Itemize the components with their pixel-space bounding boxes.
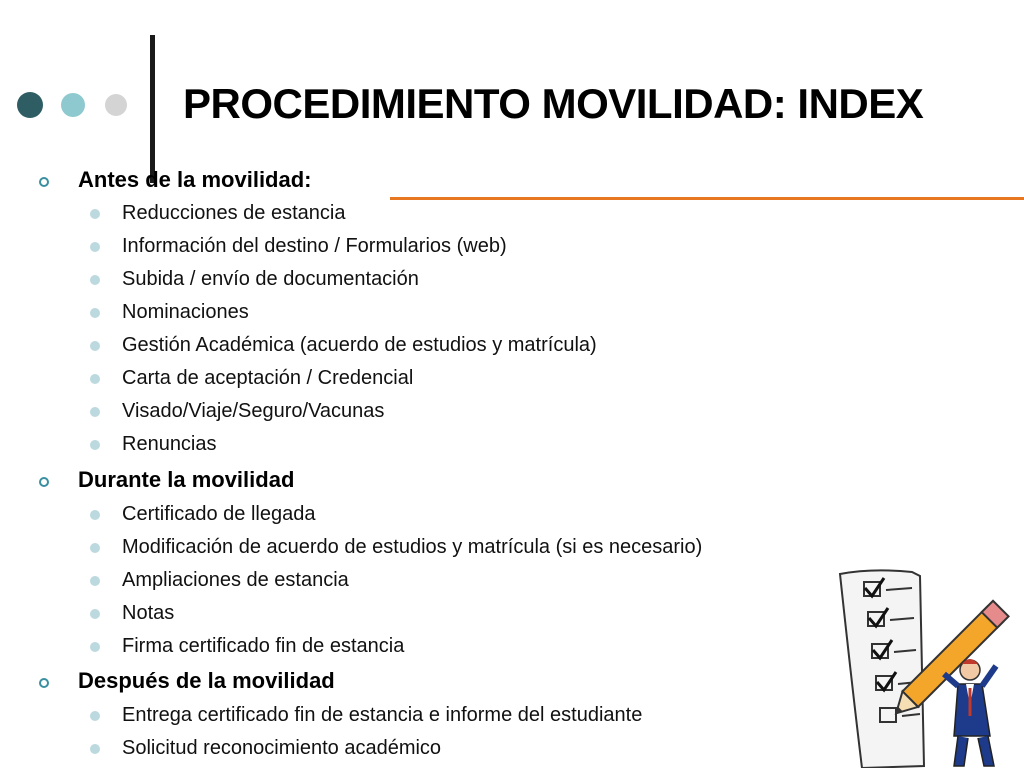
item-bullet (90, 209, 100, 219)
list-item: Nominaciones (122, 301, 249, 323)
item-bullet (90, 407, 100, 417)
section-bullet (39, 177, 49, 187)
list-item: Reducciones de estancia (122, 202, 346, 224)
list-item: Gestión Académica (acuerdo de estudios y matrícula) (122, 334, 597, 356)
section-bullet (39, 678, 49, 688)
item-bullet (90, 242, 100, 252)
section-bullet (39, 477, 49, 487)
item-bullet (90, 543, 100, 553)
item-bullet (90, 744, 100, 754)
list-item: Renuncias (122, 433, 217, 455)
item-bullet (90, 275, 100, 285)
title-divider-vertical (150, 35, 155, 183)
item-bullet (90, 308, 100, 318)
list-item: Carta de aceptación / Credencial (122, 367, 414, 389)
list-item: Subida / envío de documentación (122, 268, 419, 290)
checklist-paper (840, 570, 924, 768)
item-bullet (90, 609, 100, 619)
item-bullet (90, 440, 100, 450)
slide-title: PROCEDIMIENTO MOVILIDAD: INDEX (183, 80, 924, 127)
dot-dark (17, 92, 43, 118)
title-underline (390, 197, 1024, 200)
list-item: Modificación de acuerdo de estudios y matrícula (si es necesario) (122, 536, 703, 558)
item-bullet (90, 642, 100, 652)
man-figure (944, 659, 996, 766)
list-item: Visado/Viaje/Seguro/Vacunas (122, 400, 385, 422)
item-bullet (90, 576, 100, 586)
list-item: Información del destino / Formularios (web) (122, 235, 507, 257)
item-bullet (90, 711, 100, 721)
list-item: Solicitud reconocimiento académico (122, 737, 442, 759)
item-bullet (90, 374, 100, 384)
list-item: Firma certificado fin de estancia (122, 635, 405, 657)
list-item: Ampliaciones de estancia (122, 569, 349, 591)
item-bullet (90, 341, 100, 351)
item-bullet (90, 510, 100, 520)
checklist-pencil-man-icon (832, 566, 1024, 768)
list-item: Entrega certificado fin de estancia e informe del estudiante (122, 704, 643, 726)
dot-light (105, 94, 127, 116)
section-heading: Antes de la movilidad: (78, 167, 312, 192)
section-heading: Después de la movilidad (78, 668, 335, 693)
dot-mid (61, 93, 85, 117)
section-heading: Durante la movilidad (78, 467, 295, 492)
list-item: Certificado de llegada (122, 503, 316, 525)
list-item: Notas (122, 602, 175, 624)
